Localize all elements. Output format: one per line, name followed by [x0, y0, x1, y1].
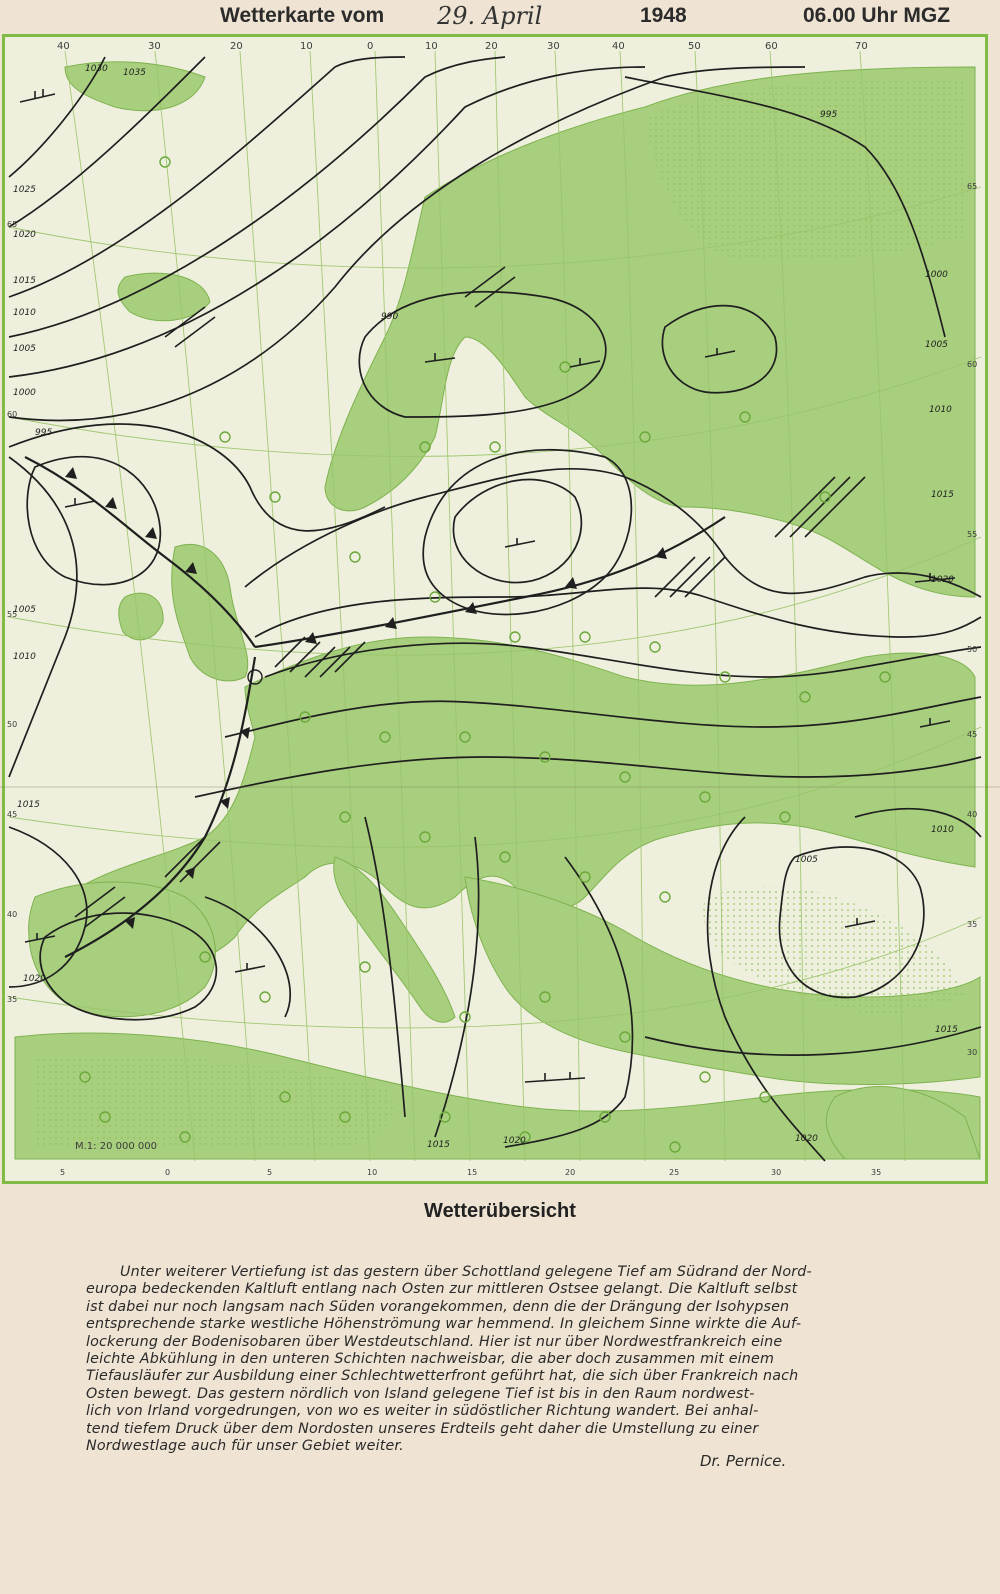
isobar-label: 1010	[929, 405, 952, 415]
summary-line: Tiefausläufer zur Ausbildung einer Schlechtwetterfront geführt hat, die sich über Frankreich nach	[86, 1368, 799, 1385]
lon-label: 15	[467, 1168, 478, 1177]
lat-label: 50	[7, 720, 18, 729]
map-scale: M.1: 20 000 000	[75, 1141, 157, 1152]
ireland-land	[119, 593, 163, 640]
lat-label: 60	[7, 410, 18, 419]
summary-line: ist dabei nur noch langsam nach Süden vorangekommen, denn die der Drängung der Isohypsen	[86, 1298, 790, 1315]
isobar-label: 1015	[13, 276, 36, 286]
summary-line: europa bedeckenden Kaltluft entlang nach Osten zur mittleren Ostsee gelangt. Die Kaltluft selbst	[86, 1281, 798, 1298]
lon-label: 10	[367, 1168, 378, 1177]
isobar-label: 1020	[23, 974, 46, 984]
lat-label: 50	[967, 645, 978, 654]
isobar-label: 1020	[503, 1136, 526, 1146]
lon-label: 35	[871, 1168, 882, 1177]
isobar-label: 995	[35, 428, 53, 438]
lon-label: 25	[669, 1168, 680, 1177]
lon-label: 0	[165, 1168, 171, 1177]
weather-summary-text	[86, 1264, 906, 1455]
lon-label: 30	[771, 1168, 782, 1177]
header-year: 1948	[640, 4, 687, 27]
lat-label: 30	[967, 1048, 978, 1057]
lat-label: 45	[967, 730, 978, 739]
summary-line: lich von Irland vorgedrungen, von wo es weiter in südöstlicher Richtung wandert. Bei anhal-	[86, 1403, 759, 1420]
summary-line: leichte Abkühlung in den unteren Schichten nachweisbar, die aber doch zusammen mit einem	[86, 1351, 775, 1368]
isobar-label: 1035	[123, 68, 146, 78]
lon-label: 10	[425, 41, 438, 52]
lat-label: 40	[967, 810, 978, 819]
isobar-label: 1000	[13, 388, 36, 398]
lat-label: 65	[7, 220, 18, 229]
isobar-label: 1030	[85, 64, 108, 74]
lon-label: 5	[60, 1168, 66, 1177]
header-title: Wetterkarte vom	[220, 4, 385, 27]
summary-line: Unter weiterer Vertiefung ist das gestern über Schottland gelegene Tief am Südrand der Nord-	[120, 1264, 812, 1280]
isobar-label: 1025	[13, 185, 36, 195]
isobar-label: 1005	[795, 855, 818, 865]
isobar-label: 1020	[931, 575, 954, 585]
isobar-label: 990	[381, 312, 399, 322]
lat-label: 35	[967, 920, 978, 929]
isobar-label: 1010	[13, 652, 36, 662]
isobar-label: 1010	[931, 825, 954, 835]
map-header	[0, 0, 1000, 34]
lat-label: 55	[967, 530, 978, 539]
lon-label: 20	[565, 1168, 576, 1177]
lon-label: 70	[855, 41, 868, 52]
lat-label: 40	[7, 910, 18, 919]
lon-label: 50	[688, 41, 701, 52]
lon-label: 20	[230, 41, 243, 52]
signature: Dr. Pernice.	[700, 1452, 787, 1470]
summary-title: Wetterübersicht	[424, 1200, 576, 1222]
isobar-label: 1015	[935, 1025, 958, 1035]
header-date: 29. April	[437, 2, 543, 30]
lat-label: 35	[7, 995, 18, 1004]
lon-label: 20	[485, 41, 498, 52]
isobar-label: 1015	[17, 800, 40, 810]
summary-line: entsprechende starke westliche Höhenströmung war hemmend. In gleichem Sinne wirkte die Auf-	[86, 1316, 802, 1333]
lon-label: 10	[300, 41, 313, 52]
summary-line: Osten bewegt. Das gestern nördlich von Island gelegene Tief ist bis in den Raum nordwest-	[86, 1385, 755, 1402]
isobar-label: 1000	[925, 270, 948, 280]
isobar-label: 1020	[795, 1134, 818, 1144]
weather-map	[2, 34, 988, 1184]
lat-label: 45	[7, 810, 18, 819]
isobar-label: 1015	[427, 1140, 450, 1150]
summary-line: lockerung der Bodenisobaren über Westdeutschland. Hier ist nur über Nordwestfrankreich eine	[86, 1333, 783, 1350]
lat-label: 55	[7, 610, 18, 619]
isobar-label: 995	[820, 110, 838, 120]
isobar-label: 1005	[13, 344, 36, 354]
summary-line: tend tiefem Druck über dem Nordosten unseres Erdteils geht daher die Umstellung zu einer	[86, 1420, 759, 1437]
header-time: 06.00 Uhr MGZ	[803, 4, 951, 27]
isobar-label: 1010	[13, 308, 36, 318]
lat-label: 65	[967, 182, 978, 191]
lon-label: 60	[765, 41, 778, 52]
weather-map-svg	[5, 37, 985, 1181]
lon-label: 30	[547, 41, 560, 52]
isobar-label: 1020	[13, 230, 36, 240]
summary-line: Nordwestlage auch für unser Gebiet weiter.	[86, 1438, 404, 1455]
lon-label: 40	[57, 41, 70, 52]
paper-fold	[0, 786, 1000, 788]
isobar-label: 1015	[931, 490, 954, 500]
isobar-label: 1005	[13, 605, 36, 615]
lat-label: 60	[967, 360, 978, 369]
lon-label: 0	[367, 41, 374, 52]
isobar-label: 1005	[925, 340, 948, 350]
bottom-longitude-labels	[60, 1168, 881, 1177]
lon-label: 40	[612, 41, 625, 52]
lon-label: 5	[267, 1168, 273, 1177]
lon-label: 30	[148, 41, 161, 52]
top-longitude-labels	[57, 41, 868, 52]
